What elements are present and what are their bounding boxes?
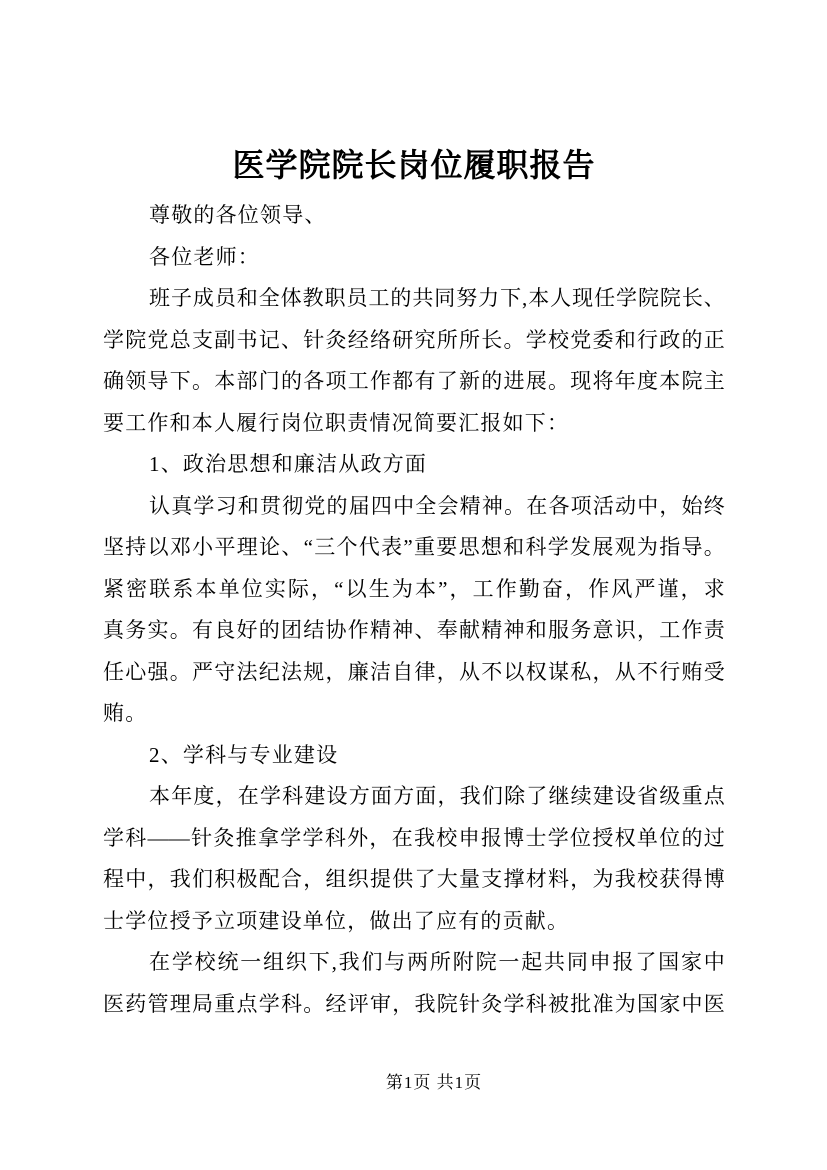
text-line: 本年度，在学科建设方面方面，我们除了继续建设省级重点 bbox=[149, 784, 725, 808]
text-line: 2、学科与专业建设 bbox=[149, 742, 339, 767]
text-line: 程中，我们积极配合，组织提供了大量支撑材料，为我校获得博 bbox=[103, 867, 725, 891]
text-line: 认真学习和贯彻党的届四中全会精神。在各项活动中，始终 bbox=[149, 493, 725, 518]
text-line: 各位老师： bbox=[149, 244, 260, 269]
text-line: 坚持以邓小平理论、“三个代表”重要思想和科学发展观为指导。 bbox=[103, 535, 725, 559]
text-line: 确领导下。本部门的各项工作都有了新的进展。现将年度本院主 bbox=[103, 369, 725, 393]
page-footer: 第1页 共1页 bbox=[385, 1073, 483, 1092]
text-line: 学院党总支副书记、针灸经络研究所所长。学校党委和行政的正 bbox=[103, 327, 725, 352]
text-line: 士学位授予立项建设单位，做出了应有的贡献。 bbox=[103, 908, 570, 933]
text-line: 尊敬的各位领导、 bbox=[149, 203, 327, 227]
text-line: 医药管理局重点学科。经评审，我院针灸学科被批准为国家中医 bbox=[103, 991, 725, 1016]
document-title: 医学院院长岗位履职报告 bbox=[232, 147, 596, 183]
document-body bbox=[103, 195, 725, 1025]
text-line: 班子成员和全体教职员工的共同努力下,本人现任学院院长、 bbox=[149, 286, 725, 310]
text-line: 贿。 bbox=[103, 701, 148, 725]
text-line: 在学校统一组织下,我们与两所附院一起共同申报了国家中 bbox=[149, 950, 725, 974]
text-line: 真务实。有良好的团结协作精神、奉献精神和服务意识，工作责 bbox=[103, 618, 725, 642]
text-line: 学科——针灸推拿学学科外，在我校申报博士学位授权单位的过 bbox=[103, 825, 725, 850]
text-line: 1、政治思想和廉洁从政方面 bbox=[149, 452, 428, 476]
text-line: 要工作和本人履行岗位职责情况简要汇报如下： bbox=[103, 410, 570, 435]
text-line: 任心强。严守法纪法规，廉洁自律，从不以权谋私，从不行贿受 bbox=[103, 659, 725, 684]
text-line: 紧密联系本单位实际，“以生为本”，工作勤奋，作风严谨，求 bbox=[103, 576, 725, 601]
